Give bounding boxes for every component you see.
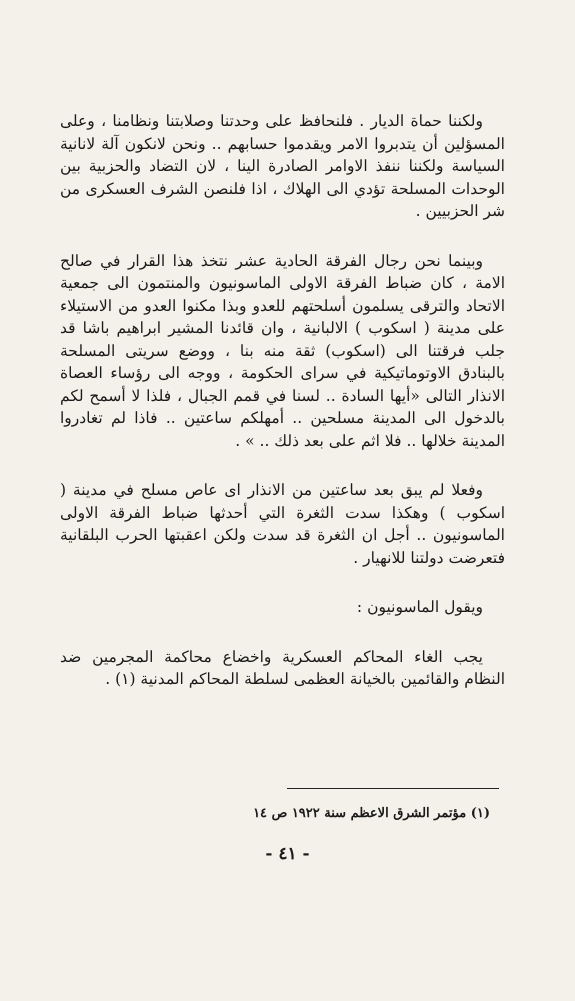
paragraph-2: وبينما نحن رجال الفرقة الحادية عشر نتخذ هذا القرار في صالح الامة ، كان ضباط الفرقة الاولى الماسونيون والمنتمون الى جمعية الاتحاد والترقى يسلمون أسلحتهم للعدو وبذا مكنوا العدو من الاستيلاء على مدينة ( اسكوب ) الالبانية ، وان قائدنا المشير ابراهيم باشا قد جلب فرقتنا الى (اسكوب) ثقة منه بنا ، ووضع سريتى المسلحة بالبنادق الاوتوماتيكية في سراى الحكومة ، ووجه الى رؤساء العصاة الانذار التالى «أيها السادة .. لسنا في قمم الجبال ، فلذا لا أسمح لكم بالدخول الى المدينة مسلحين .. أمهلكم ساعتين .. فاذا لم تغادروا المدينة خلالها .. فلا اثم على بعد ذلك .. » . bbox=[60, 251, 505, 450]
footnote-divider bbox=[287, 788, 499, 789]
paragraph-3: وفعلا لم يبق بعد ساعتين من الانذار اى عاص مسلح في مدينة ( اسكوب ) وهكذا سدت الثغرة التي أحدثها ضباط الفرقة الاولى الماسونيون .. أجل ان الثغرة قد سدت ولكن اعقبتها الحرب البلقانية فتعرضت دولتنا للانهيار . bbox=[60, 481, 505, 567]
paragraph-1: ولكننا حماة الديار . فلنحافظ على وحدتنا وصلابتنا ونظامنا ، وعلى المسؤلين أن يتدبروا الامر ويقدموا حسابهم .. ونحن لانكون آلة لانانية السياسة ولكننا ننفذ الاوامر الصادرة الينا ، لان التضاد والحزبية بين الوحدات المسلحة تؤدي الى الهلاك ، اذا فلنصن الشرف العسكرى من شر الحزبيين . bbox=[60, 112, 505, 220]
paragraph-5: يجب الغاء المحاكم العسكرية واخضاع محاكمة المجرمين ضد النظام والقائمين بالخيانة العظمى لسلطة المحاكم المدنية (١) . bbox=[60, 647, 505, 688]
page-number: - ٤١ - bbox=[265, 844, 310, 864]
paragraph-4: ويقول الماسونيون : bbox=[356, 598, 483, 616]
body-text bbox=[60, 110, 505, 691]
footnote: (١) مؤتمر الشرق الاعظم سنة ١٩٢٢ ص ١٤ bbox=[253, 806, 490, 821]
